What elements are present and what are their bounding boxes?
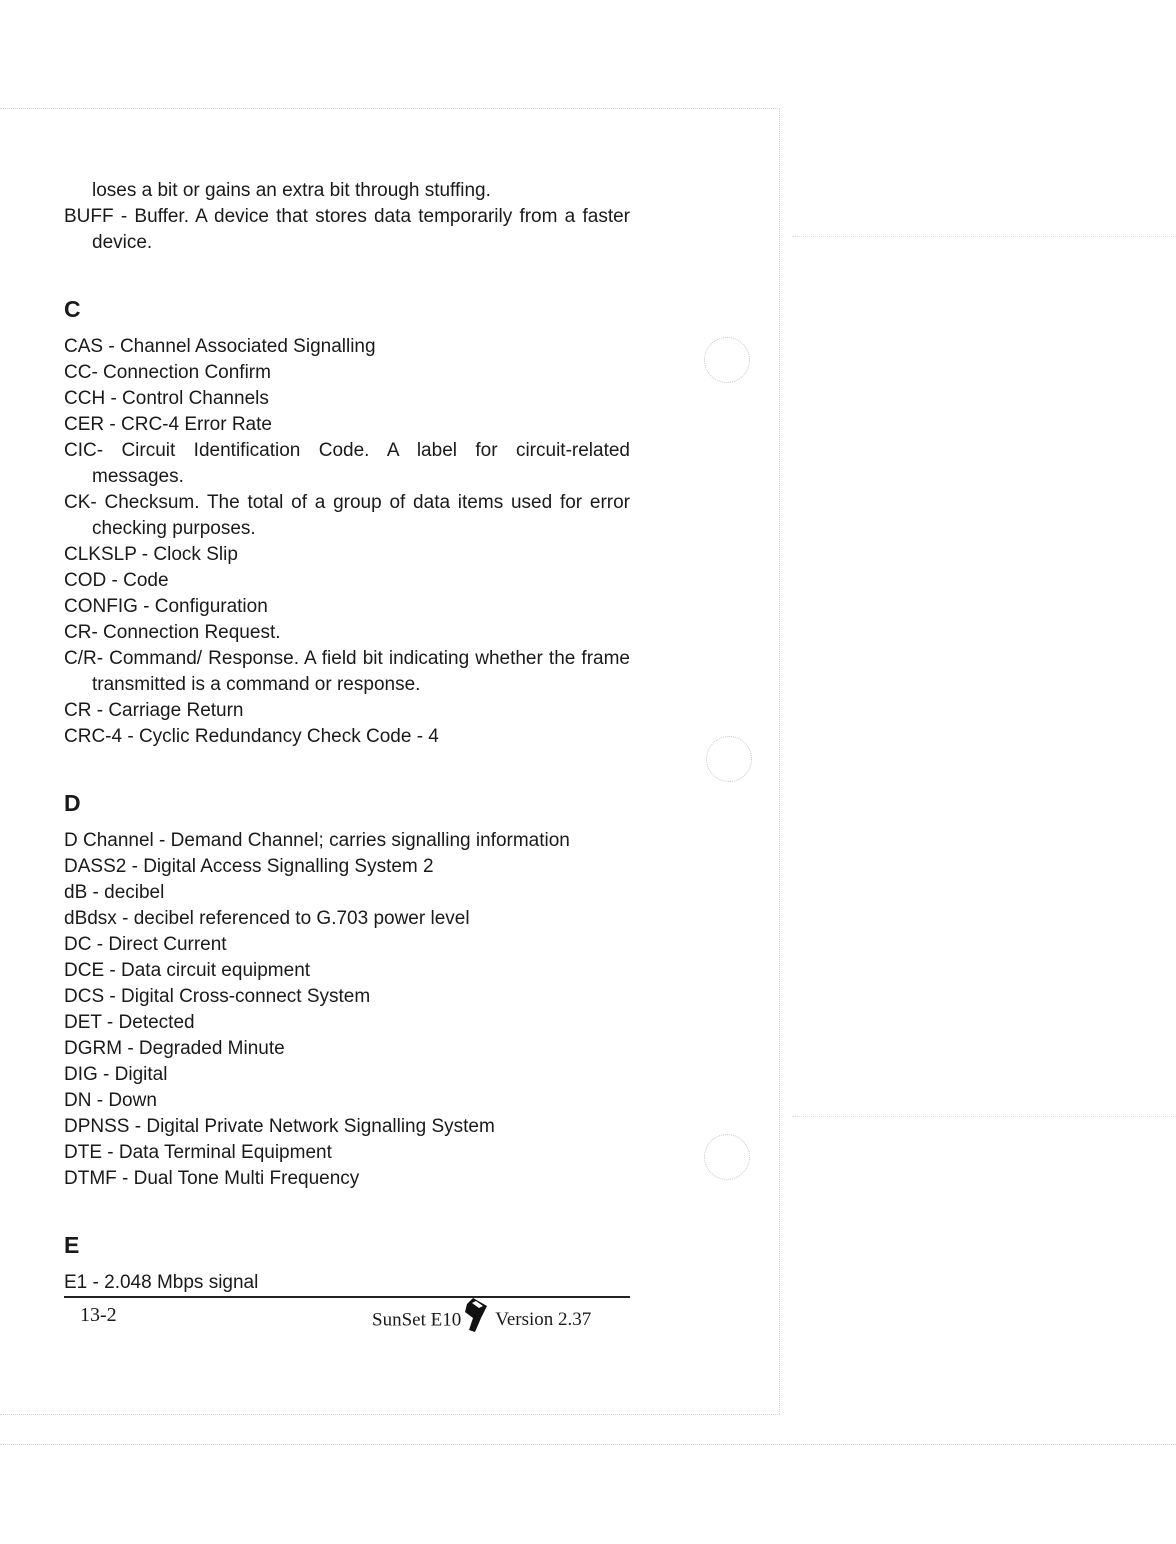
scan-border-top [0,108,780,109]
glossary-entry: dB - decibel [64,882,165,903]
section-d-entries [64,828,630,1192]
glossary-entry: DC - Direct Current [64,934,227,955]
page-number: 13-2 [80,1304,117,1326]
glossary-entry: CONFIG - Configuration [64,596,268,617]
version-label: Version 2.37 [495,1309,592,1331]
section-heading-d: D [64,790,81,816]
section-heading-e: E [64,1232,80,1258]
glossary-entry: DET - Detected [64,1012,195,1033]
binder-hole [704,337,750,383]
glossary-entry: dBdsx - decibel referenced to G.703 power level [64,908,470,929]
sunset-handset-logo-icon [463,1296,489,1334]
product-name: SunSet E10 [372,1309,462,1331]
page-footer [64,1300,630,1340]
glossary-entry: COD - Code [64,570,169,591]
glossary-entry: BUFF - Buffer. A device that stores data temporarily from a faster device. [64,206,630,253]
glossary-entry: DCE - Data circuit equipment [64,960,311,981]
glossary-entry: CC- Connection Confirm [64,362,271,383]
glossary-entry: CRC-4 - Cyclic Redundancy Check Code - 4 [64,726,439,747]
glossary-entry: D Channel - Demand Channel; carries signalling information [64,830,570,851]
scan-line-right-lower [792,1116,1176,1117]
glossary-entry: CCH - Control Channels [64,388,269,409]
section-heading-c: C [64,296,81,322]
glossary-content [64,178,630,1296]
glossary-entry: DPNSS - Digital Private Network Signalling System [64,1116,495,1137]
glossary-entry: DN - Down [64,1090,157,1111]
section-c-entries [64,334,630,750]
scan-border-lower [0,1444,1176,1445]
glossary-entry: C/R- Command/ Response. A field bit indicating whether the frame transmitted is a command or response. [64,648,630,695]
glossary-entry: CLKSLP - Clock Slip [64,544,238,565]
glossary-entry: CER - CRC-4 Error Rate [64,414,272,435]
glossary-entry-continuation: loses a bit or gains an extra bit through stuffing. [92,180,491,201]
scan-line-right-upper [792,236,1176,237]
binder-hole [706,736,752,782]
glossary-entry: DCS - Digital Cross-connect System [64,986,371,1007]
glossary-entry: E1 - 2.048 Mbps signal [64,1272,259,1293]
glossary-entry: CR- Connection Request. [64,622,281,643]
glossary-entry: CR - Carriage Return [64,700,244,721]
glossary-entry: CIC- Circuit Identification Code. A label for circuit-related messages. [64,440,630,487]
glossary-entry: CK- Checksum. The total of a group of data items used for error checking purposes. [64,492,630,539]
binder-hole [704,1134,750,1180]
glossary-entry: DGRM - Degraded Minute [64,1038,285,1059]
footer-product [372,1308,591,1334]
scan-border-bottom [0,1414,780,1415]
scan-border-right [779,108,780,1414]
glossary-entry: DTE - Data Terminal Equipment [64,1142,332,1163]
glossary-entry: DTMF - Dual Tone Multi Frequency [64,1168,360,1189]
glossary-entry: DASS2 - Digital Access Signalling System 2 [64,856,434,877]
glossary-entry: CAS - Channel Associated Signalling [64,336,376,357]
glossary-entry: DIG - Digital [64,1064,168,1085]
section-e-entries [64,1270,630,1296]
footer-rule [64,1296,630,1298]
